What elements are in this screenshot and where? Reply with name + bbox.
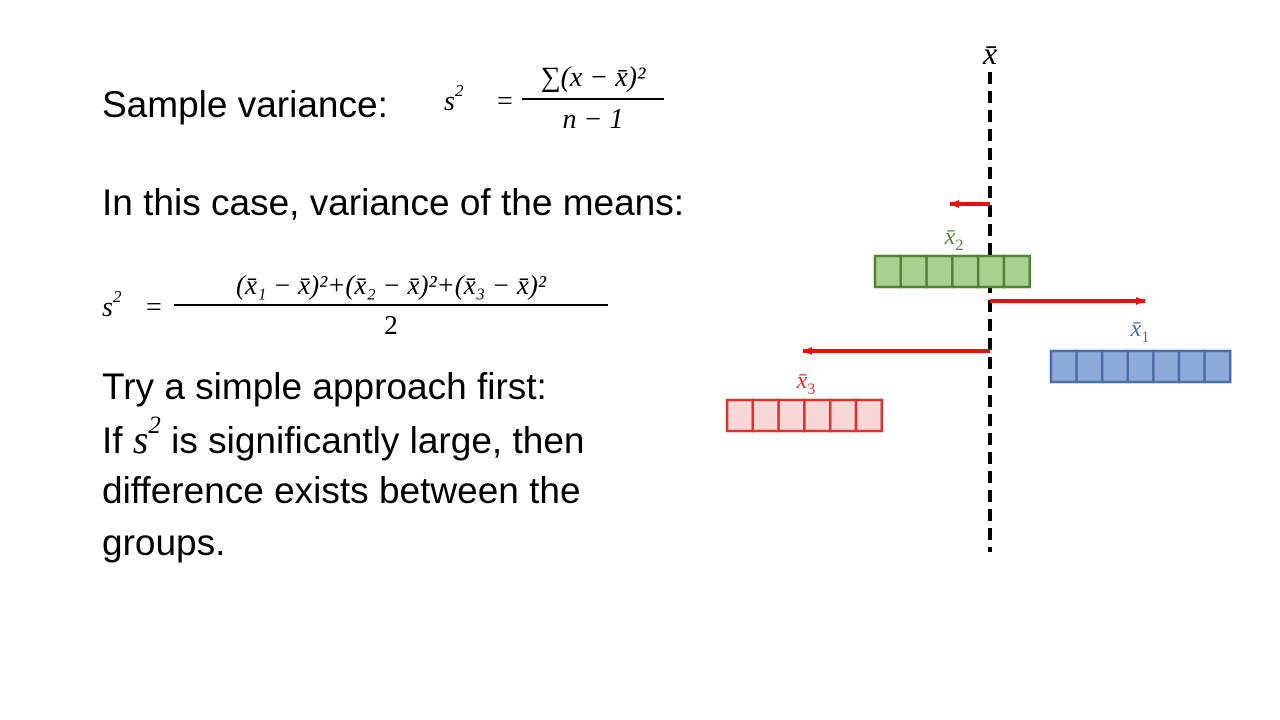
approach-line-2-suffix: is significantly large, then [160, 420, 585, 461]
group-1-cell [1051, 351, 1077, 382]
group-2-mean-label [944, 224, 964, 254]
sample-formula-numerator: ∑(x − x̄)² [540, 62, 646, 93]
group-3-mean-subscript: 3 [807, 381, 816, 398]
group-2-cell [1004, 256, 1030, 287]
sample-variance-label: Sample variance: [102, 84, 388, 125]
group-2-cell [875, 256, 901, 287]
group-1-cell [1102, 351, 1128, 382]
means-formula-denominator: 2 [384, 309, 398, 340]
group-3-mean-symbol: x̄ [796, 368, 808, 394]
approach-line-1: Try a simple approach first: [102, 366, 547, 407]
group-1-cell [1205, 351, 1231, 382]
group-1-mean-symbol: x̄ [1130, 316, 1142, 342]
group-1-bar [1051, 351, 1230, 382]
group-2-cell [901, 256, 927, 287]
case-heading: In this case, variance of the means: [102, 182, 685, 223]
approach-line-2-variable: $s^2$ [132, 412, 161, 462]
group-3-bar [727, 400, 882, 431]
group-1-cell [1077, 351, 1103, 382]
group-3-cell [804, 400, 830, 431]
sample-formula-lhs: $s^2$ [444, 81, 464, 117]
group-1-cell [1153, 351, 1179, 382]
approach-line-4: groups. [102, 522, 226, 563]
means-formula-numerator: (x̄₁ − x̄)²+(x̄₂ − x̄)²+(x̄₃ − x̄)² [236, 270, 546, 300]
group-1-mean-subscript: 1 [1141, 329, 1150, 346]
group-3-cell [856, 400, 882, 431]
group-3-cell [830, 400, 856, 431]
group-2-cell [978, 256, 1004, 287]
group-1-mean-label [1130, 316, 1150, 346]
group-2-cell [927, 256, 953, 287]
grand-mean-label: x̄ [982, 35, 998, 71]
group-3-cell [727, 400, 753, 431]
group-2-mean-subscript: 2 [955, 237, 964, 254]
group-2-bar [875, 256, 1030, 287]
sample-formula-equals: = [497, 86, 513, 117]
group-3-mean-label [796, 368, 816, 398]
group-1-cell [1179, 351, 1205, 382]
sample-formula-denominator: n − 1 [562, 103, 624, 135]
group-2-cell [952, 256, 978, 287]
group-1-cell [1128, 351, 1154, 382]
approach-line-3: difference exists between the [102, 470, 581, 511]
group-3-cell [753, 400, 779, 431]
group-3-cell [779, 400, 805, 431]
means-formula-lhs: $s^2$ [102, 287, 122, 323]
approach-line-2-prefix: If [102, 420, 133, 461]
means-formula-equals: = [146, 292, 162, 323]
group-2-mean-symbol: x̄ [944, 224, 956, 250]
